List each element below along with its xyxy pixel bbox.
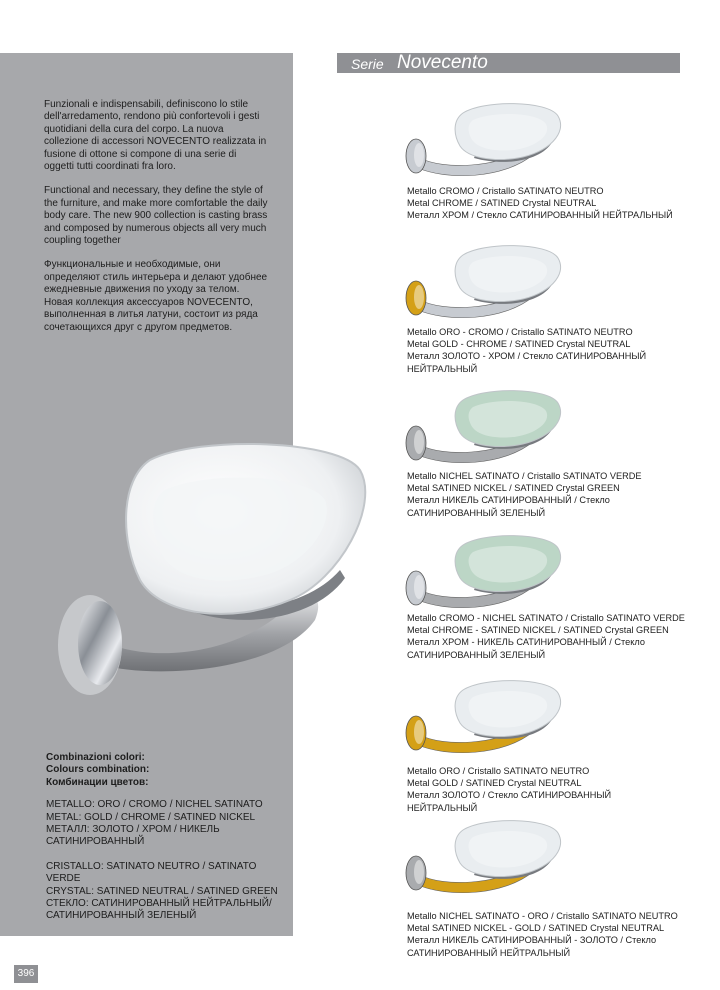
- combinations-heading-ru: Комбинации цветов:: [46, 776, 149, 788]
- caption-line: НЕЙТРАЛЬНЫЙ: [407, 363, 478, 374]
- caption-line: Металл ЗОЛОТО - ХРОМ / Стекло САТИНИРОВАННЫЙ: [407, 351, 647, 362]
- caption-line: САТИНИРОВАННЫЙ НЕЙТРАЛЬНЫЙ: [407, 947, 571, 958]
- caption-line: Metallo ORO - CROMO / Cristallo SATINATO NEUTRO: [407, 327, 633, 337]
- page-number: 396: [14, 965, 38, 983]
- product-caption-3: [407, 470, 707, 519]
- metal-italian: METALLO: ORO / CROMO / NICHEL SATINATO: [46, 799, 263, 811]
- colour-combinations: [46, 752, 286, 923]
- product-image-2: [398, 240, 568, 320]
- caption-line: САТИНИРОВАННЫЙ ЗЕЛЕНЫЙ: [407, 649, 546, 660]
- caption-line: Metal SATINED NICKEL / SATINED Crystal GREEN: [407, 483, 620, 494]
- crystal-italian: CRISTALLO: SATINATO NEUTRO / SATINATO VERDE: [46, 860, 257, 885]
- caption-line: Металл ХРОМ - НИКЕЛЬ САТИНИРОВАННЫЙ / Стекло: [407, 637, 645, 648]
- metal-russian-2: САТИНИРОВАННЫЙ: [46, 836, 145, 848]
- caption-line: Metallo CROMO / Cristallo SATINATO NEUTRO: [407, 186, 604, 196]
- caption-line: Metallo NICHEL SATINATO / Cristallo SATINATO VERDE: [407, 471, 642, 481]
- crystal-russian-1: СТЕКЛО: САТИНИРОВАННЫЙ НЕЙТРАЛЬНЫЙ/: [46, 898, 272, 910]
- intro-text: [44, 99, 269, 346]
- product-image-5: [398, 675, 568, 755]
- product-caption-2: [407, 326, 707, 375]
- caption-line: Metal SATINED NICKEL - GOLD / SATINED Crystal NEUTRAL: [407, 923, 665, 934]
- caption-line: САТИНИРОВАННЫЙ ЗЕЛЕНЫЙ: [407, 507, 546, 518]
- product-caption-4: [407, 612, 707, 661]
- combinations-heading-en: Colours combination:: [46, 764, 150, 776]
- caption-line: Металл НИКЕЛЬ САТИНИРОВАННЫЙ - ЗОЛОТО / Стекло: [407, 935, 657, 946]
- series-title-bar: [337, 53, 680, 73]
- caption-line: Metal GOLD - CHROME / SATINED Crystal NEUTRAL: [407, 339, 631, 350]
- caption-line: Metal GOLD / SATINED Crystal NEUTRAL: [407, 778, 582, 789]
- product-image-1: [398, 98, 568, 178]
- series-name: Novecento: [397, 52, 488, 73]
- caption-line: Металл ХРОМ / Стекло САТИНИРОВАННЫЙ НЕЙТРАЛЬНЫЙ: [407, 210, 673, 221]
- intro-italian: Funzionali e indispensabili, definiscono lo stile dell'arredamento, rendono più confortevoli i gesti quotidiani della cura del corpo. La nuova collezione di accessori NOVECENTO realizzata in fusione di ottone si compone di una serie di oggetti tutti coordinati fra loro.: [44, 99, 267, 173]
- caption-line: Metal CHROME - SATINED NICKEL / SATINED Crystal GREEN: [407, 625, 669, 636]
- product-caption-1: [407, 185, 707, 222]
- caption-line: Metal CHROME / SATINED Crystal NEUTRAL: [407, 198, 597, 209]
- metal-english: METAL: GOLD / CHROME / SATINED NICKEL: [46, 811, 256, 823]
- metal-russian-1: МЕТАЛЛ: ЗОЛОТО / ХРОМ / НИКЕЛЬ: [46, 824, 220, 836]
- series-prefix: Serie: [351, 56, 384, 72]
- crystal-russian-2: САТИНИРОВАННЫЙ ЗЕЛЕНЫЙ: [46, 910, 197, 922]
- caption-line: Металл НИКЕЛЬ САТИНИРОВАННЫЙ / Стекло: [407, 495, 610, 506]
- caption-line: Metallo ORO / Cristallo SATINATO NEUTRO: [407, 766, 590, 776]
- product-image-4: [398, 530, 568, 610]
- hero-soap-dish-image: [40, 430, 370, 705]
- intro-english: Functional and necessary, they define the style of the furniture, and make more comfortable the daily body care. The new 900 collection is casting brass and composed by numerous objects all very much coupling together: [44, 185, 268, 247]
- caption-line: НЕЙТРАЛЬНЫЙ: [407, 802, 478, 813]
- product-image-3: [398, 385, 568, 465]
- crystal-english: CRYSTAL: SATINED NEUTRAL / SATINED GREEN: [46, 885, 278, 897]
- product-caption-6: [407, 910, 707, 959]
- product-caption-5: [407, 765, 707, 814]
- combinations-heading-it: Combinazioni colori:: [46, 752, 145, 763]
- caption-line: Metallo CROMO - NICHEL SATINATO / Cristallo SATINATO VERDE: [407, 613, 685, 623]
- caption-line: Metallo NICHEL SATINATO - ORO / Cristallo SATINATO NEUTRO: [407, 911, 678, 921]
- intro-russian: Функциональные и необходимые, они определяют стиль интерьера и делают удобнее ежедневные движения по уходу за телом. Новая коллекция аксессуаров NOVECENTO, выполненная в литья латуни, состоит из ряда сочетающихся друг с другом предметов.: [44, 259, 268, 333]
- product-image-6: [398, 815, 568, 895]
- caption-line: Металл ЗОЛОТО / Стекло САТИНИРОВАННЫЙ: [407, 790, 612, 801]
